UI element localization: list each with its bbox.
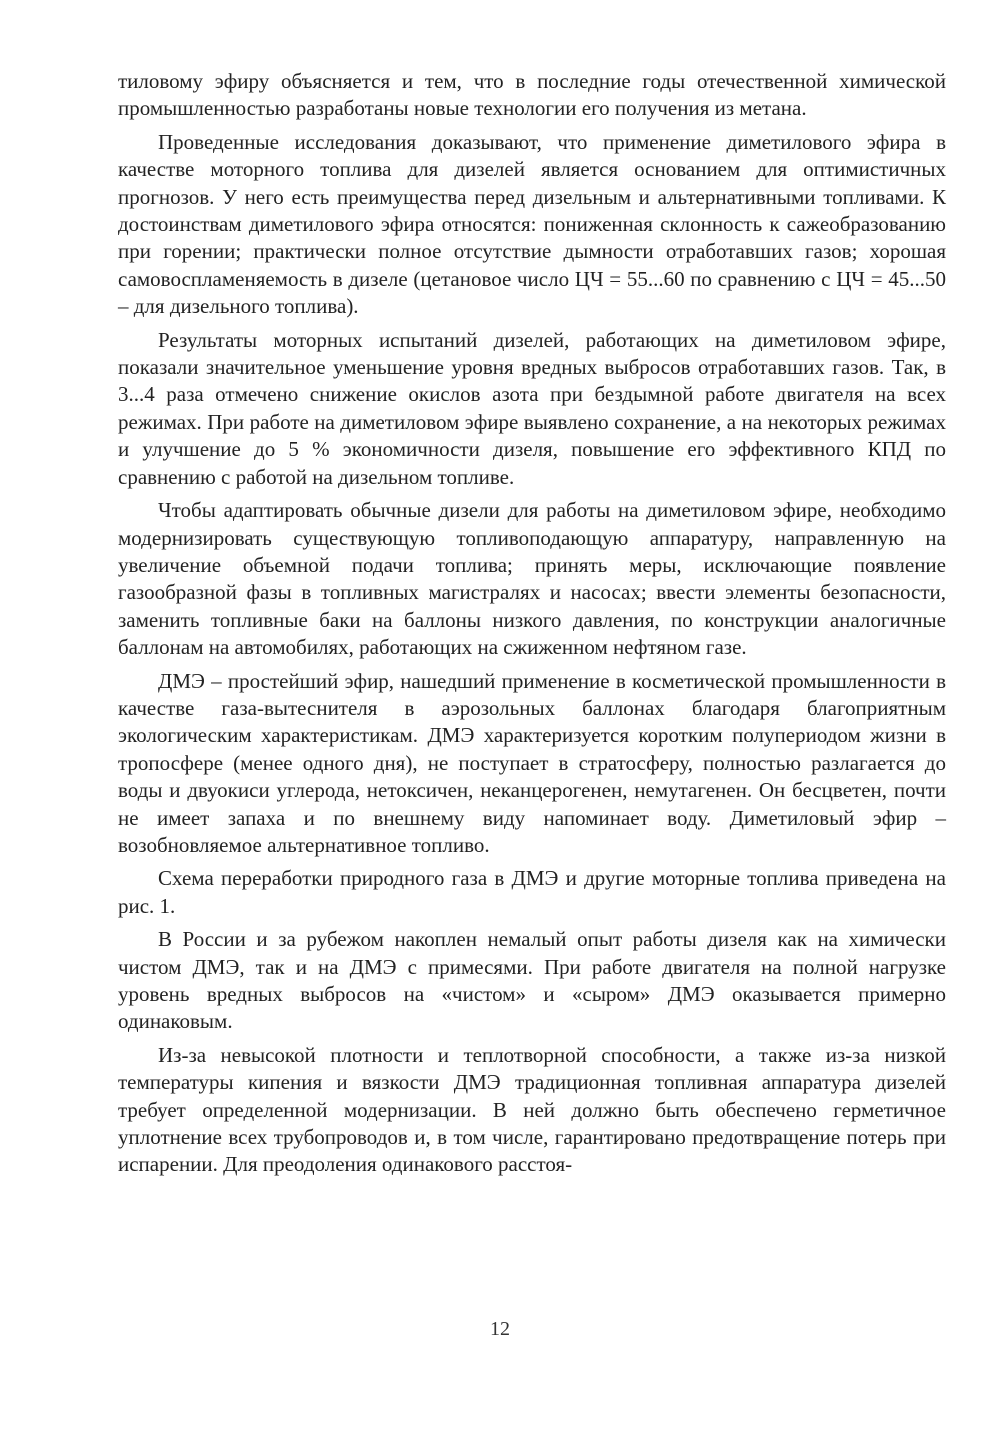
paragraph: ДМЭ – простейший эфир, нашедший применение в косметической промышленности в качестве газа-вытеснителя в аэрозольных баллонах благодаря благоприятным экологическим характеристикам. ДМЭ характеризуется коротким полупериодом жизни в тропосфере (менее одного дня), не поступает в стратосферу, полностью разлагается до воды и двуокиси углерода, нетоксичен, неканцерогенен, немутагенен. Он бесцветен, почти не имеет запаха и по внешнему виду напоминает воду. Диметиловый эфир – возобновляемое альтернативное топливо. <box>118 668 946 857</box>
paragraph: Схема переработки природного газа в ДМЭ и другие моторные топлива приведена на рис. 1. <box>118 866 946 918</box>
paragraph-continuation: тиловому эфиру объясняется и тем, что в последние годы отечественной химической промышленностью разработаны новые технологии его получения из метана. <box>118 69 946 121</box>
paragraph: Результаты моторных испытаний дизелей, работающих на диметиловом эфире, показали значительное уменьшение уровня вредных выбросов отработавших газов. Так, в 3...4 раза отмечено снижение окислов азота при бездымной работе двигателя на всех режимах. При работе на диметиловом эфире выявлено сохранение, а на некоторых режимах и улучшение до 5 % экономичности дизеля, повышение его эффективного КПД по сравнению с работой на дизельном топливе. <box>118 327 946 489</box>
paragraph: В России и за рубежом накоплен немалый опыт работы дизеля как на химически чистом ДМЭ, так и на ДМЭ с примесями. При работе двигателя на полной нагрузке уровень вредных выбросов на «чистом» и «сыром» ДМЭ оказывается примерно одинаковым. <box>118 927 946 1034</box>
paragraph: Проведенные исследования доказывают, что применение диметилового эфира в качестве моторного топлива для дизелей является основанием для оптимистичных прогнозов. У него есть преимущества перед дизельным и альтернативными топливами. К достоинствам диметилового эфира относятся: пониженная склонность к сажеобразованию при горении; практически полное отсутствие дымности отработавших газов; хорошая самовоспламеняемость в дизеле (цетановое число ЦЧ = 55...60 по сравнению с ЦЧ = 45...50 – для дизельного топлива). <box>118 129 946 319</box>
body-text <box>118 68 946 1179</box>
paragraph: Из-за невысокой плотности и теплотворной способности, а также из-за низкой температуры кипения и вязкости ДМЭ традиционная топливная аппаратура дизелей требует определенной модернизации. В ней должно быть обеспечено герметичное уплотнение всех трубопроводов и, в том числе, гарантировано предотвращение потерь при испарении. Для преодоления одинакового расстоя- <box>118 1042 946 1177</box>
page-number: 12 <box>490 1318 510 1340</box>
paragraph: Чтобы адаптировать обычные дизели для работы на диметиловом эфире, необходимо модернизировать существующую топливоподающую аппаратуру, направленную на увеличение объемной подачи топлива; принять меры, исключающие появление газообразной фазы в топливных магистралях и насосах; ввести элементы безопасности, заменить топливные баки на баллоны низкого давления, по конструкции аналогичные баллонам на автомобилях, работающих на сжиженном нефтяном газе. <box>118 498 946 660</box>
